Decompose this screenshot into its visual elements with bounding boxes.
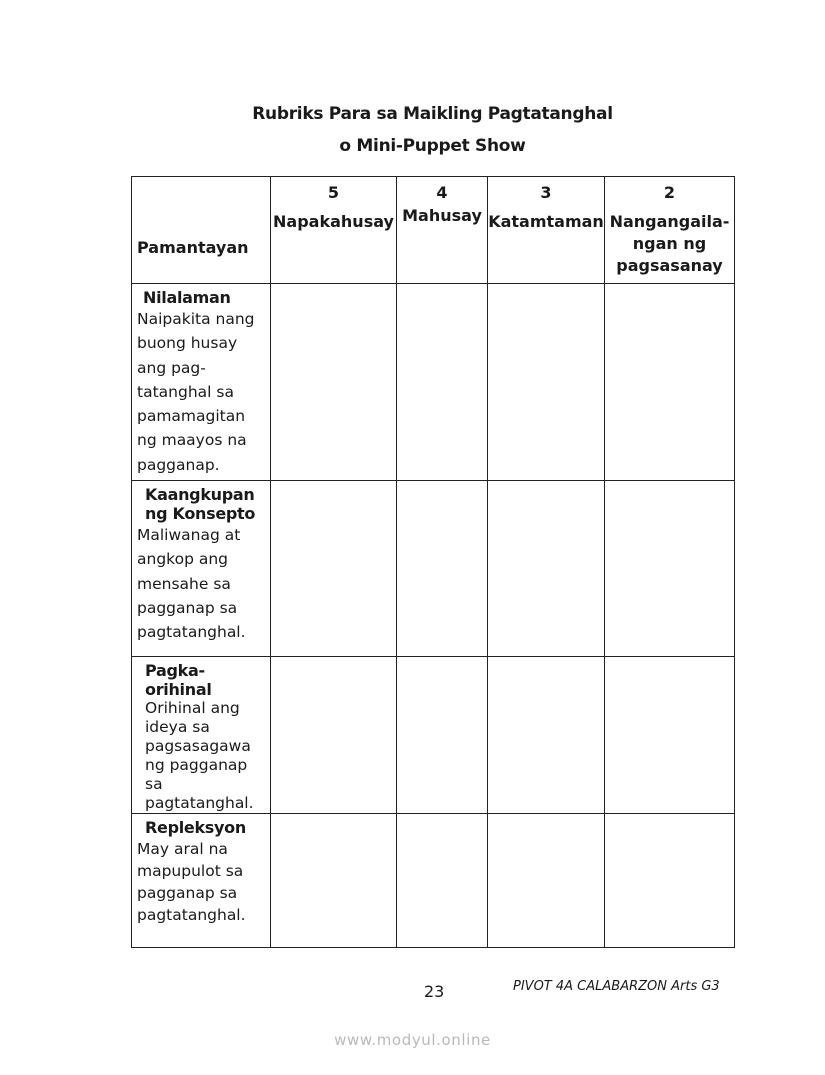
- criteria-row-nilalaman: [132, 284, 735, 481]
- criteria-desc-line: pagganap sa: [137, 884, 238, 902]
- score-label: Napakahusay: [273, 212, 394, 231]
- score-col-5: [271, 177, 397, 284]
- rubric-table: [131, 176, 735, 948]
- criteria-desc-line: May aral na: [137, 840, 228, 858]
- score-cell: [605, 284, 735, 481]
- page-number: 23: [424, 982, 445, 1001]
- criteria-cell: [132, 657, 271, 814]
- score-cell: [488, 814, 605, 948]
- criteria-desc-line: ng pagganap: [145, 756, 248, 774]
- criteria-desc-line: ng maayos na: [137, 431, 247, 450]
- score-label-line: Nangangaila-: [609, 212, 730, 231]
- criteria-cell: [132, 814, 271, 948]
- criteria-desc-line: pagtatanghal.: [145, 794, 254, 812]
- criteria-desc-line: pamamagitan: [137, 407, 246, 426]
- score-cell: [605, 814, 735, 948]
- criteria-desc-line: Orihinal ang: [145, 699, 240, 717]
- criteria-name-line: Kaangkupan: [145, 485, 255, 504]
- criteria-row-pagka-orihinal: [132, 657, 735, 814]
- score-cell: [271, 814, 397, 948]
- score-cell: [397, 657, 488, 814]
- score-cell: [271, 657, 397, 814]
- criteria-desc-line: pagtatanghal.: [137, 623, 246, 642]
- header-row: [132, 177, 735, 284]
- footer-text: PIVOT 4A CALABARZON Arts G3: [513, 979, 720, 994]
- score-cell: [271, 284, 397, 481]
- score-label-line: ngan ng: [632, 234, 707, 253]
- criteria-desc-line: Maliwanag at: [137, 526, 241, 544]
- score-col-2: [605, 177, 735, 284]
- criteria-desc-line: angkop ang: [137, 550, 228, 569]
- score-number: 4: [436, 183, 448, 202]
- criteria-desc-line: buong husay: [137, 334, 238, 353]
- score-cell: [605, 657, 735, 814]
- score-cell: [488, 284, 605, 481]
- score-label: Katamtaman: [488, 212, 604, 231]
- criteria-name-line: ng Konsepto: [145, 504, 256, 523]
- score-cell: [271, 481, 397, 657]
- criteria-desc-line: sa: [145, 775, 163, 793]
- score-cell: [397, 814, 488, 948]
- criteria-header-cell: [132, 177, 271, 284]
- criteria-row-repleksyon: [132, 814, 735, 948]
- score-cell: [488, 481, 605, 657]
- score-cell: [488, 657, 605, 814]
- criteria-name: Repleksyon: [145, 818, 246, 837]
- score-cell: [605, 481, 735, 657]
- criteria-name: Pagka-orihinal: [145, 661, 212, 699]
- criteria-cell: [132, 481, 271, 657]
- criteria-cell: [132, 284, 271, 481]
- score-cell: [397, 481, 488, 657]
- criteria-desc-line: pagganap sa: [137, 598, 238, 617]
- title-line-2: o Mini-Puppet Show: [339, 136, 526, 156]
- criteria-header: Pamantayan: [137, 238, 249, 257]
- criteria-desc-line: ideya sa: [145, 718, 210, 736]
- score-cell: [397, 284, 488, 481]
- criteria-desc-line: mensahe sa: [137, 574, 231, 593]
- criteria-desc-line: Naipakita nang: [137, 310, 255, 328]
- title-line-1: Rubriks Para sa Maikling Pagtatanghal: [252, 104, 613, 124]
- score-number: 3: [540, 183, 552, 202]
- score-number: 2: [663, 183, 676, 202]
- score-number: 5: [327, 183, 340, 202]
- criteria-row-kaangkupan: [132, 481, 735, 657]
- criteria-desc-line: mapupulot sa: [137, 862, 244, 880]
- criteria-desc-line: pagsasagawa: [145, 737, 251, 755]
- criteria-name: Nilalaman: [143, 288, 231, 307]
- score-col-3: [488, 177, 605, 284]
- score-col-4: [397, 177, 488, 284]
- criteria-desc-line: tatanghal sa: [137, 382, 234, 401]
- criteria-desc-line: pagganap.: [137, 455, 220, 474]
- score-label: Mahusay: [402, 206, 482, 225]
- watermark: www.modyul.online: [334, 1031, 491, 1049]
- criteria-desc-line: pagtatanghal.: [137, 906, 246, 924]
- criteria-desc-line: ang pag-: [137, 358, 206, 377]
- score-label-line: pagsasanay: [616, 256, 723, 275]
